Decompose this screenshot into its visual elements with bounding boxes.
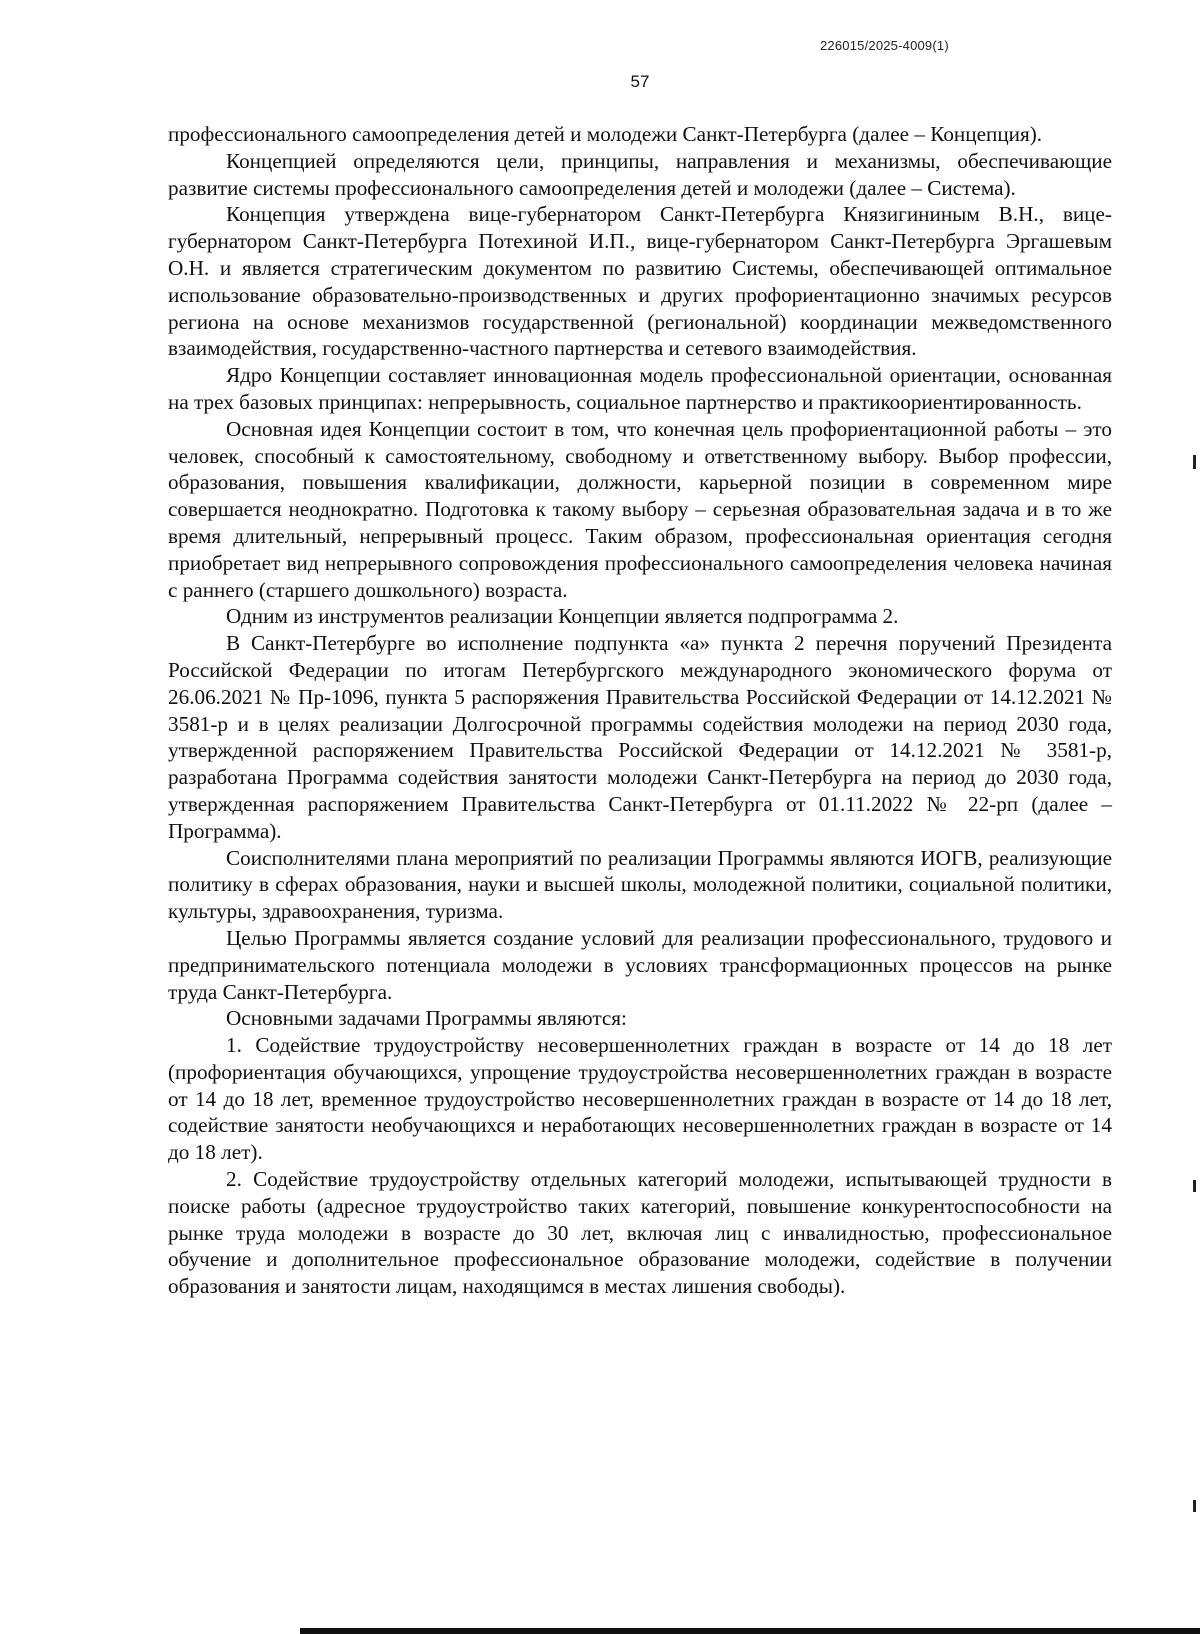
paragraph-task-1: 1. Содействие трудоустройству несовершеннолетних граждан в возрасте от 14 до 18 лет (профориентация обучающихся, упрощение трудоустройства несовершеннолетних граждан в возрасте от 14 до 18 лет, временное трудоустройство несовершеннолетних граждан в возрасте от 14 до 18 лет, содействие занятости необучающихся и неработающих несовершеннолетних граждан в возрасте от 14 до 18 лет). xyxy=(168,1033,1112,1165)
paragraph-continuation: профессионального самоопределения детей и молодежи Санкт-Петербурга (далее – Концепция). xyxy=(168,122,1043,146)
paragraph-co-executors: Соисполнителями плана мероприятий по реализации Программы являются ИОГВ, реализующие политику в сферах образования, науки и высшей школы, молодежной политики, социальной политики, культуры, здравоохранения, туризма. xyxy=(168,845,1112,924)
document-id: 226015/2025-4009(1) xyxy=(820,38,949,53)
scan-edge-mark xyxy=(1193,1500,1196,1512)
scan-edge-mark xyxy=(1193,1180,1196,1192)
paragraph-subprogram: Одним из инструментов реализации Концепции является подпрограмма 2. xyxy=(226,604,899,629)
paragraph-main-idea: Основная идея Концепции состоит в том, что конечная цель профориентационной работы – это человек, способный к самостоятельному, свободному и ответственному выбору. Выбор профессии, образования, повышения квалификации, должности, карьерной позиции в современном мире совершается неоднократно. Подготовка к такому выбору – серьезная образовательная задача и в то же время длительный, непрерывный процесс. Таким образом, профессиональная ориентация сегодня приобретает вид непрерывного сопровождения профессионального самоопределения человека начиная с раннего (старшего дошкольного) возраста. xyxy=(168,416,1112,602)
document-body xyxy=(168,121,1112,1300)
paragraph-concept-core: Ядро Концепции составляет инновационная модель профессиональной ориентации, основанная на трех базовых принципах: непрерывность, социальное партнерство и практикоориентированность. xyxy=(168,363,1112,414)
scan-edge-mark xyxy=(1193,455,1196,469)
scan-bottom-edge xyxy=(300,1628,1200,1634)
page-number: 57 xyxy=(630,72,650,91)
paragraph-task-2: 2. Содействие трудоустройству отдельных категорий молодежи, испытывающей трудности в поиске работы (адресное трудоустройство таких категорий, повышение конкурентоспособности на рынке труда молодежи в возрасте до 30 лет, включая лиц с инвалидностью, профессиональное обучение и дополнительное профессиональное образование молодежи, содействие в получении образования и занятости лицам, находящимся в местах лишения свободы). xyxy=(168,1167,1112,1299)
paragraph-concept-goals: Концепцией определяются цели, принципы, направления и механизмы, обеспечивающие развитие системы профессионального самоопределения детей и молодежи (далее – Система). xyxy=(168,148,1112,200)
paragraph-concept-approval: Концепция утверждена вице-губернатором Санкт-Петербурга Князигининым В.Н., вице-губернатором Санкт-Петербурга Потехиной И.П., вице-губернатором Санкт-Петербурга Эргашевым О.Н. и является стратегическим документом по развитию Системы, обеспечивающей оптимальное использование образовательно-производственных и других профориентационно значимых ресурсов региона на основе механизмов государственной (региональной) координации межведомственного взаимодействия, государственно-частного партнерства и сетевого взаимодействия. xyxy=(168,202,1112,361)
paragraph-tasks-heading: Основными задачами Программы являются: xyxy=(226,1006,627,1031)
paragraph-program-basis: В Санкт-Петербурге во исполнение подпункта «а» пункта 2 перечня поручений Президента Российской Федерации по итогам Петербургского международного экономического форума от 26.06.2021 № Пр-1096, пункта 5 распоряжения Правительства Российской Федерации от 14.12.2021 № 3581-р и в целях реализации Долгосрочной программы содействия молодежи на период 2030 года, утвержденной распоряжением Правительства Российской Федерации от 14.12.2021 № 3581-р, разработана Программа содействия занятости молодежи Санкт-Петербурга на период до 2030 года, утвержденная распоряжением Правительства Санкт-Петербурга от 01.11.2022 № 22-рп (далее – Программа). xyxy=(168,631,1112,843)
paragraph-program-goal: Целью Программы является создание условий для реализации профессионального, трудового и предпринимательского потенциала молодежи в условиях трансформационных процессов на рынке труда Санкт-Петербурга. xyxy=(168,925,1112,1004)
